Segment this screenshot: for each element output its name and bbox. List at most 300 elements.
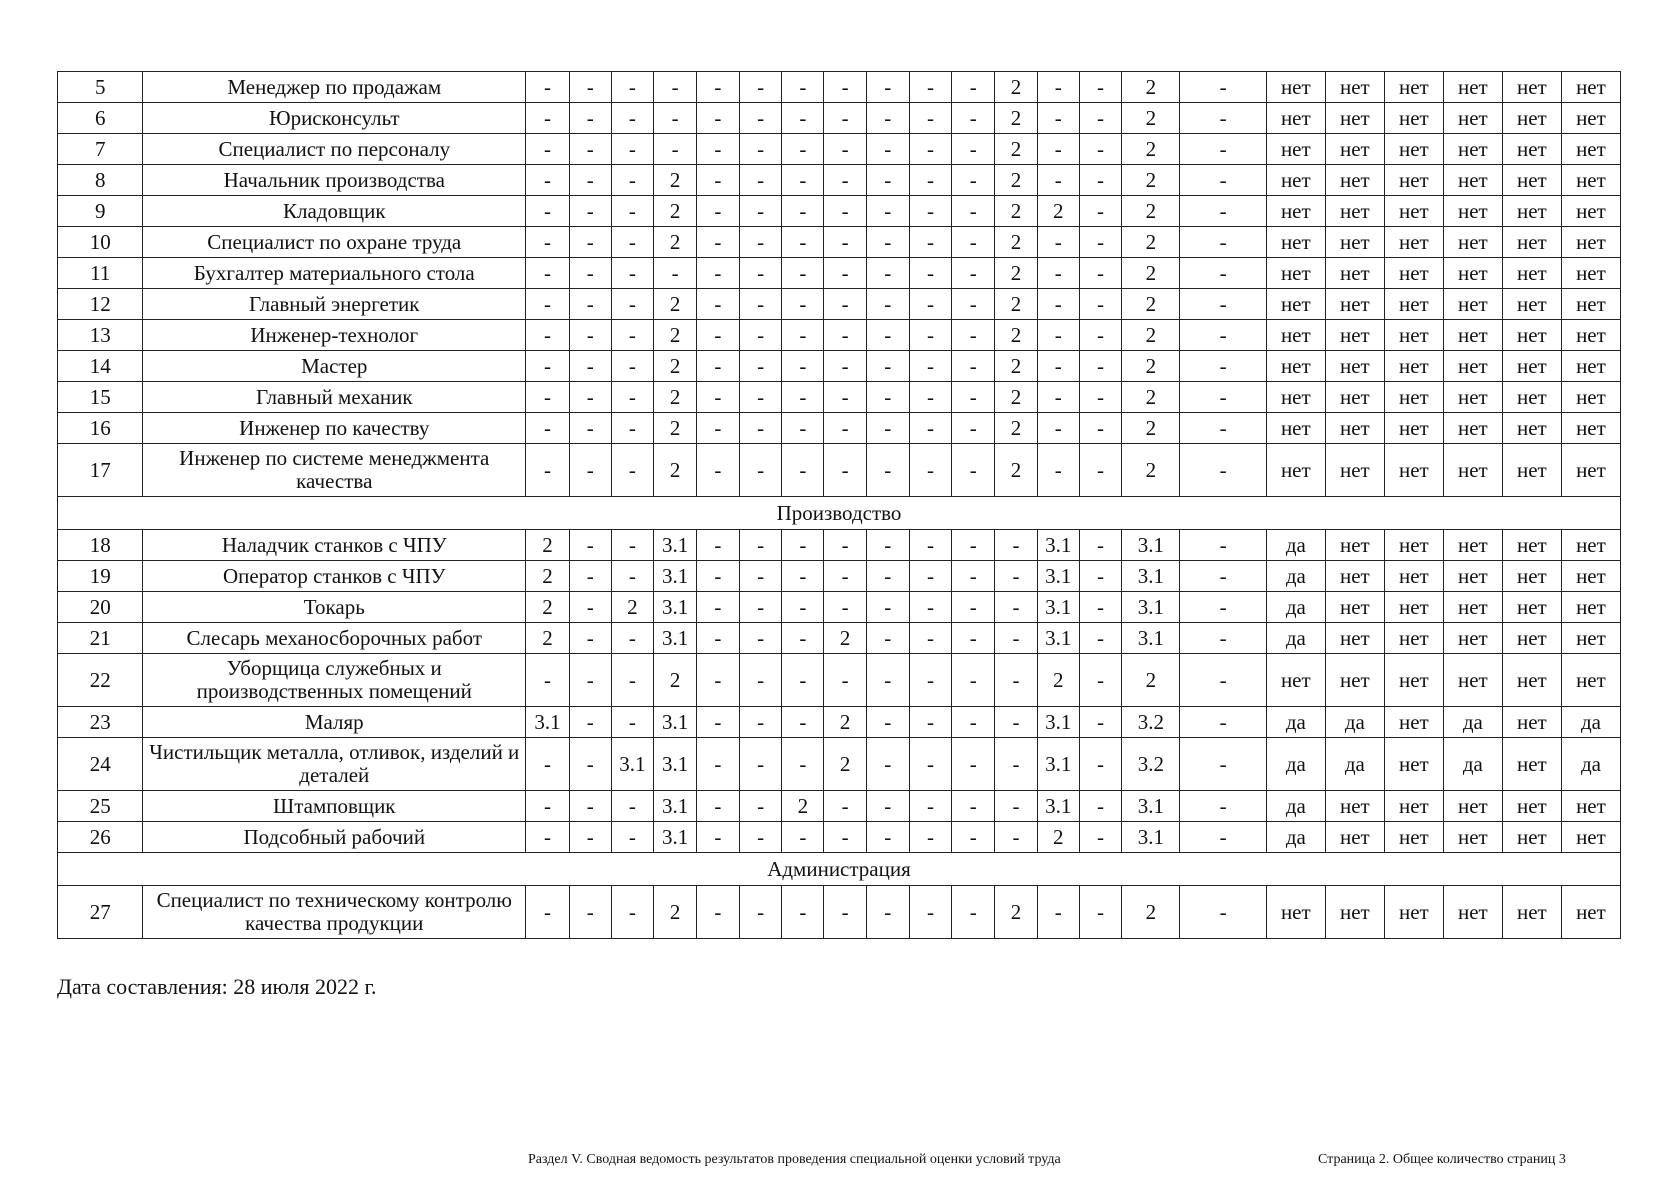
factor-class-cell: 3.1 xyxy=(654,530,697,561)
factor-class-cell: 2 xyxy=(526,530,570,561)
factor-class-cell: 3.2 xyxy=(1122,738,1180,791)
row-number: 15 xyxy=(58,382,143,413)
factor-class-cell: - xyxy=(1079,103,1122,134)
factor-class-cell: - xyxy=(697,738,740,791)
table-body xyxy=(58,72,1621,939)
factor-class-cell: - xyxy=(1180,444,1266,497)
guarantee-cell: нет xyxy=(1502,413,1561,444)
factor-class-cell: - xyxy=(654,103,697,134)
guarantee-cell: нет xyxy=(1384,561,1443,592)
guarantee-cell: нет xyxy=(1325,351,1384,382)
guarantee-cell: нет xyxy=(1561,196,1620,227)
row-number: 18 xyxy=(58,530,143,561)
guarantee-cell: нет xyxy=(1502,258,1561,289)
factor-class-cell: - xyxy=(611,72,654,103)
factor-class-cell: - xyxy=(909,165,952,196)
factor-class-cell: 2 xyxy=(1122,258,1180,289)
factor-class-cell: - xyxy=(739,444,782,497)
factor-class-cell: - xyxy=(824,791,867,822)
factor-class-cell: - xyxy=(611,134,654,165)
factor-class-cell: - xyxy=(824,444,867,497)
factor-class-cell: - xyxy=(824,413,867,444)
guarantee-cell: нет xyxy=(1443,320,1502,351)
factor-class-cell: - xyxy=(824,227,867,258)
factor-class-cell: - xyxy=(611,444,654,497)
guarantee-cell: нет xyxy=(1561,561,1620,592)
factor-class-cell: - xyxy=(1037,165,1079,196)
factor-class-cell: - xyxy=(569,886,611,939)
table-row xyxy=(58,165,1621,196)
factor-class-cell: 3.1 xyxy=(654,738,697,791)
factor-class-cell: - xyxy=(1079,561,1122,592)
factor-class-cell: - xyxy=(569,72,611,103)
guarantee-cell: нет xyxy=(1443,103,1502,134)
factor-class-cell: 2 xyxy=(995,72,1038,103)
guarantee-cell: нет xyxy=(1384,134,1443,165)
factor-class-cell: - xyxy=(526,289,570,320)
guarantee-cell: нет xyxy=(1266,654,1325,707)
factor-class-cell: - xyxy=(909,623,952,654)
guarantee-cell: нет xyxy=(1561,413,1620,444)
factor-class-cell: - xyxy=(1037,258,1079,289)
factor-class-cell: - xyxy=(1037,382,1079,413)
factor-class-cell: - xyxy=(995,654,1038,707)
factor-class-cell: - xyxy=(1037,134,1079,165)
factor-class-cell: 2 xyxy=(995,227,1038,258)
guarantee-cell: нет xyxy=(1325,72,1384,103)
position-name: Кладовщик xyxy=(143,196,526,227)
table-row xyxy=(58,654,1621,707)
factor-class-cell: - xyxy=(739,707,782,738)
factor-class-cell: - xyxy=(1180,592,1266,623)
factor-class-cell: 3.1 xyxy=(1037,592,1079,623)
factor-class-cell: - xyxy=(782,654,824,707)
factor-class-cell: - xyxy=(611,258,654,289)
row-number: 26 xyxy=(58,822,143,853)
guarantee-cell: нет xyxy=(1502,707,1561,738)
factor-class-cell: - xyxy=(739,227,782,258)
factor-class-cell: - xyxy=(824,592,867,623)
guarantee-cell: нет xyxy=(1384,623,1443,654)
factor-class-cell: - xyxy=(739,134,782,165)
factor-class-cell: - xyxy=(1079,289,1122,320)
guarantee-cell: нет xyxy=(1384,351,1443,382)
guarantee-cell: нет xyxy=(1502,738,1561,791)
table-row xyxy=(58,227,1621,258)
row-number: 27 xyxy=(58,886,143,939)
guarantee-cell: нет xyxy=(1266,351,1325,382)
position-name: Инженер по качеству xyxy=(143,413,526,444)
factor-class-cell: - xyxy=(952,134,995,165)
factor-class-cell: - xyxy=(611,822,654,853)
factor-class-cell: - xyxy=(909,196,952,227)
guarantee-cell: нет xyxy=(1443,886,1502,939)
row-number: 24 xyxy=(58,738,143,791)
factor-class-cell: - xyxy=(569,791,611,822)
factor-class-cell: - xyxy=(1079,165,1122,196)
row-number: 22 xyxy=(58,654,143,707)
factor-class-cell: - xyxy=(611,227,654,258)
factor-class-cell: - xyxy=(866,351,909,382)
factor-class-cell: 3.1 xyxy=(1037,707,1079,738)
guarantee-cell: нет xyxy=(1561,444,1620,497)
factor-class-cell: 3.1 xyxy=(654,623,697,654)
factor-class-cell: - xyxy=(1180,623,1266,654)
position-name: Юрисконсульт xyxy=(143,103,526,134)
factor-class-cell: - xyxy=(611,320,654,351)
factor-class-cell: - xyxy=(1180,738,1266,791)
factor-class-cell: - xyxy=(866,103,909,134)
guarantee-cell: да xyxy=(1266,791,1325,822)
guarantee-cell: нет xyxy=(1502,134,1561,165)
factor-class-cell: - xyxy=(782,707,824,738)
factor-class-cell: - xyxy=(697,134,740,165)
factor-class-cell: 2 xyxy=(654,382,697,413)
factor-class-cell: - xyxy=(1079,382,1122,413)
factor-class-cell: - xyxy=(1079,320,1122,351)
guarantee-cell: да xyxy=(1266,623,1325,654)
row-number: 20 xyxy=(58,592,143,623)
factor-class-cell: - xyxy=(697,413,740,444)
guarantee-cell: нет xyxy=(1561,227,1620,258)
table-row xyxy=(58,530,1621,561)
guarantee-cell: нет xyxy=(1561,886,1620,939)
table-row xyxy=(58,707,1621,738)
factor-class-cell: - xyxy=(995,707,1038,738)
table-row xyxy=(58,444,1621,497)
factor-class-cell: - xyxy=(739,382,782,413)
guarantee-cell: нет xyxy=(1325,165,1384,196)
factor-class-cell: - xyxy=(952,227,995,258)
factor-class-cell: 3.1 xyxy=(654,592,697,623)
guarantee-cell: нет xyxy=(1384,822,1443,853)
guarantee-cell: да xyxy=(1325,738,1384,791)
factor-class-cell: - xyxy=(1079,196,1122,227)
factor-class-cell: - xyxy=(526,886,570,939)
factor-class-cell: 3.1 xyxy=(1037,738,1079,791)
factor-class-cell: 3.1 xyxy=(1037,530,1079,561)
guarantee-cell: нет xyxy=(1266,134,1325,165)
factor-class-cell: - xyxy=(952,738,995,791)
factor-class-cell: - xyxy=(697,258,740,289)
row-number: 8 xyxy=(58,165,143,196)
factor-class-cell: - xyxy=(739,822,782,853)
factor-class-cell: - xyxy=(952,623,995,654)
guarantee-cell: нет xyxy=(1325,444,1384,497)
factor-class-cell: 2 xyxy=(824,738,867,791)
guarantee-cell: нет xyxy=(1561,654,1620,707)
guarantee-cell: нет xyxy=(1384,258,1443,289)
factor-class-cell: - xyxy=(569,103,611,134)
guarantee-cell: нет xyxy=(1561,320,1620,351)
factor-class-cell: - xyxy=(909,382,952,413)
guarantee-cell: нет xyxy=(1502,886,1561,939)
factor-class-cell: - xyxy=(824,103,867,134)
factor-class-cell: - xyxy=(866,289,909,320)
row-number: 5 xyxy=(58,72,143,103)
factor-class-cell: - xyxy=(1180,258,1266,289)
factor-class-cell: - xyxy=(866,444,909,497)
table-row xyxy=(58,592,1621,623)
factor-class-cell: - xyxy=(866,592,909,623)
factor-class-cell: - xyxy=(824,382,867,413)
row-number: 13 xyxy=(58,320,143,351)
guarantee-cell: нет xyxy=(1443,227,1502,258)
factor-class-cell: - xyxy=(739,886,782,939)
position-name: Начальник производства xyxy=(143,165,526,196)
position-name: Главный механик xyxy=(143,382,526,413)
factor-class-cell: - xyxy=(866,413,909,444)
position-name: Мастер xyxy=(143,351,526,382)
factor-class-cell: - xyxy=(1037,320,1079,351)
position-name: Специалист по персоналу xyxy=(143,134,526,165)
guarantee-cell: нет xyxy=(1325,258,1384,289)
guarantee-cell: нет xyxy=(1443,413,1502,444)
factor-class-cell: 3.1 xyxy=(654,791,697,822)
factor-class-cell: 2 xyxy=(1122,227,1180,258)
guarantee-cell: нет xyxy=(1561,382,1620,413)
table-row xyxy=(58,822,1621,853)
factor-class-cell: - xyxy=(909,561,952,592)
guarantee-cell: нет xyxy=(1325,382,1384,413)
factor-class-cell: - xyxy=(782,623,824,654)
guarantee-cell: нет xyxy=(1502,165,1561,196)
factor-class-cell: - xyxy=(526,165,570,196)
factor-class-cell: - xyxy=(866,623,909,654)
position-name: Специалист по техническому контролю качества продукции xyxy=(143,886,526,939)
position-name: Оператор станков с ЧПУ xyxy=(143,561,526,592)
factor-class-cell: - xyxy=(697,707,740,738)
position-name: Главный энергетик xyxy=(143,289,526,320)
row-number: 21 xyxy=(58,623,143,654)
factor-class-cell: - xyxy=(697,530,740,561)
factor-class-cell: - xyxy=(1180,791,1266,822)
factor-class-cell: - xyxy=(739,592,782,623)
factor-class-cell: - xyxy=(697,444,740,497)
factor-class-cell: - xyxy=(824,289,867,320)
position-name: Бухгалтер материального стола xyxy=(143,258,526,289)
factor-class-cell: - xyxy=(697,561,740,592)
factor-class-cell: - xyxy=(866,227,909,258)
guarantee-cell: нет xyxy=(1561,258,1620,289)
factor-class-cell: - xyxy=(697,72,740,103)
row-number: 10 xyxy=(58,227,143,258)
factor-class-cell: - xyxy=(654,258,697,289)
factor-class-cell: - xyxy=(952,72,995,103)
factor-class-cell: - xyxy=(569,530,611,561)
factor-class-cell: - xyxy=(569,623,611,654)
table-row xyxy=(58,791,1621,822)
factor-class-cell: - xyxy=(697,592,740,623)
factor-class-cell: - xyxy=(569,822,611,853)
factor-class-cell: - xyxy=(995,592,1038,623)
factor-class-cell: - xyxy=(909,351,952,382)
factor-class-cell: - xyxy=(782,351,824,382)
factor-class-cell: 2 xyxy=(526,592,570,623)
guarantee-cell: нет xyxy=(1561,134,1620,165)
factor-class-cell: - xyxy=(824,351,867,382)
factor-class-cell: 2 xyxy=(782,791,824,822)
factor-class-cell: - xyxy=(866,165,909,196)
guarantee-cell: нет xyxy=(1443,72,1502,103)
factor-class-cell: - xyxy=(697,886,740,939)
factor-class-cell: - xyxy=(569,165,611,196)
factor-class-cell: - xyxy=(952,886,995,939)
table-row xyxy=(58,72,1621,103)
factor-class-cell: - xyxy=(611,791,654,822)
factor-class-cell: - xyxy=(952,351,995,382)
row-number: 16 xyxy=(58,413,143,444)
guarantee-cell: нет xyxy=(1443,822,1502,853)
factor-class-cell: - xyxy=(1079,623,1122,654)
footer-section-title: Раздел V. Сводная ведомость результатов проведения специальной оценки условий труда xyxy=(528,1152,1061,1167)
factor-class-cell: 2 xyxy=(995,444,1038,497)
factor-class-cell: - xyxy=(866,886,909,939)
factor-class-cell: - xyxy=(1180,382,1266,413)
factor-class-cell: - xyxy=(995,530,1038,561)
guarantee-cell: нет xyxy=(1561,530,1620,561)
factor-class-cell: - xyxy=(739,561,782,592)
factor-class-cell: - xyxy=(1180,351,1266,382)
factor-class-cell: - xyxy=(1037,72,1079,103)
guarantee-cell: нет xyxy=(1266,382,1325,413)
guarantee-cell: нет xyxy=(1325,530,1384,561)
factor-class-cell: - xyxy=(611,103,654,134)
factor-class-cell: 2 xyxy=(995,103,1038,134)
factor-class-cell: 2 xyxy=(654,886,697,939)
guarantee-cell: нет xyxy=(1325,654,1384,707)
guarantee-cell: нет xyxy=(1384,196,1443,227)
factor-class-cell: - xyxy=(526,382,570,413)
factor-class-cell: 2 xyxy=(526,623,570,654)
factor-class-cell: - xyxy=(782,103,824,134)
factor-class-cell: - xyxy=(739,196,782,227)
factor-class-cell: - xyxy=(1180,134,1266,165)
guarantee-cell: нет xyxy=(1266,320,1325,351)
factor-class-cell: - xyxy=(569,592,611,623)
factor-class-cell: - xyxy=(952,289,995,320)
factor-class-cell: - xyxy=(782,165,824,196)
guarantee-cell: нет xyxy=(1266,165,1325,196)
guarantee-cell: нет xyxy=(1443,791,1502,822)
factor-class-cell: - xyxy=(909,791,952,822)
row-number: 19 xyxy=(58,561,143,592)
table-row xyxy=(58,561,1621,592)
factor-class-cell: - xyxy=(1079,791,1122,822)
factor-class-cell: - xyxy=(611,196,654,227)
factor-class-cell: - xyxy=(866,707,909,738)
factor-class-cell: - xyxy=(909,530,952,561)
factor-class-cell: - xyxy=(1180,227,1266,258)
table-row xyxy=(58,623,1621,654)
guarantee-cell: нет xyxy=(1384,289,1443,320)
guarantee-cell: нет xyxy=(1266,289,1325,320)
factor-class-cell: - xyxy=(824,72,867,103)
factor-class-cell: - xyxy=(1079,822,1122,853)
factor-class-cell: - xyxy=(952,320,995,351)
factor-class-cell: 3.1 xyxy=(1122,592,1180,623)
factor-class-cell: - xyxy=(569,196,611,227)
factor-class-cell: - xyxy=(909,103,952,134)
factor-class-cell: - xyxy=(952,258,995,289)
factor-class-cell: 2 xyxy=(995,320,1038,351)
guarantee-cell: нет xyxy=(1384,103,1443,134)
factor-class-cell: - xyxy=(1180,196,1266,227)
factor-class-cell: - xyxy=(952,165,995,196)
guarantee-cell: нет xyxy=(1561,165,1620,196)
guarantee-cell: нет xyxy=(1384,738,1443,791)
factor-class-cell: - xyxy=(866,196,909,227)
factor-class-cell: - xyxy=(1079,738,1122,791)
factor-class-cell: - xyxy=(1079,72,1122,103)
factor-class-cell: - xyxy=(569,382,611,413)
guarantee-cell: нет xyxy=(1384,592,1443,623)
guarantee-cell: нет xyxy=(1384,227,1443,258)
factor-class-cell: - xyxy=(866,822,909,853)
guarantee-cell: нет xyxy=(1502,351,1561,382)
guarantee-cell: нет xyxy=(1325,196,1384,227)
factor-class-cell: - xyxy=(952,791,995,822)
table-row xyxy=(58,413,1621,444)
factor-class-cell: 3.1 xyxy=(611,738,654,791)
guarantee-cell: нет xyxy=(1502,320,1561,351)
guarantee-cell: нет xyxy=(1384,382,1443,413)
guarantee-cell: нет xyxy=(1561,289,1620,320)
factor-class-cell: - xyxy=(1079,707,1122,738)
factor-class-cell: - xyxy=(697,351,740,382)
factor-class-cell: - xyxy=(824,822,867,853)
factor-class-cell: - xyxy=(1079,530,1122,561)
guarantee-cell: нет xyxy=(1325,320,1384,351)
factor-class-cell: - xyxy=(569,289,611,320)
position-name: Наладчик станков с ЧПУ xyxy=(143,530,526,561)
factor-class-cell: - xyxy=(909,654,952,707)
position-name: Инженер-технолог xyxy=(143,320,526,351)
factor-class-cell: 3.1 xyxy=(1037,561,1079,592)
factor-class-cell: - xyxy=(824,530,867,561)
factor-class-cell: - xyxy=(569,738,611,791)
factor-class-cell: - xyxy=(1180,72,1266,103)
row-number: 17 xyxy=(58,444,143,497)
factor-class-cell: - xyxy=(611,886,654,939)
factor-class-cell: - xyxy=(611,623,654,654)
guarantee-cell: нет xyxy=(1443,165,1502,196)
factor-class-cell: 3.1 xyxy=(1037,791,1079,822)
factor-class-cell: - xyxy=(526,351,570,382)
factor-class-cell: - xyxy=(739,413,782,444)
guarantee-cell: нет xyxy=(1443,444,1502,497)
factor-class-cell: - xyxy=(569,320,611,351)
factor-class-cell: - xyxy=(824,561,867,592)
factor-class-cell: - xyxy=(1079,413,1122,444)
factor-class-cell: - xyxy=(526,227,570,258)
factor-class-cell: - xyxy=(569,654,611,707)
factor-class-cell: 2 xyxy=(1122,413,1180,444)
row-number: 9 xyxy=(58,196,143,227)
factor-class-cell: - xyxy=(995,822,1038,853)
factor-class-cell: - xyxy=(866,791,909,822)
compilation-date: Дата составления: 28 июля 2022 г. xyxy=(57,974,377,999)
guarantee-cell: нет xyxy=(1561,822,1620,853)
factor-class-cell: - xyxy=(1079,654,1122,707)
position-name: Уборщица служебных и производственных помещений xyxy=(143,654,526,707)
table-row xyxy=(58,103,1621,134)
factor-class-cell: - xyxy=(697,196,740,227)
guarantee-cell: нет xyxy=(1561,623,1620,654)
position-name: Слесарь механосборочных работ xyxy=(143,623,526,654)
factor-class-cell: - xyxy=(569,561,611,592)
guarantee-cell: нет xyxy=(1502,592,1561,623)
